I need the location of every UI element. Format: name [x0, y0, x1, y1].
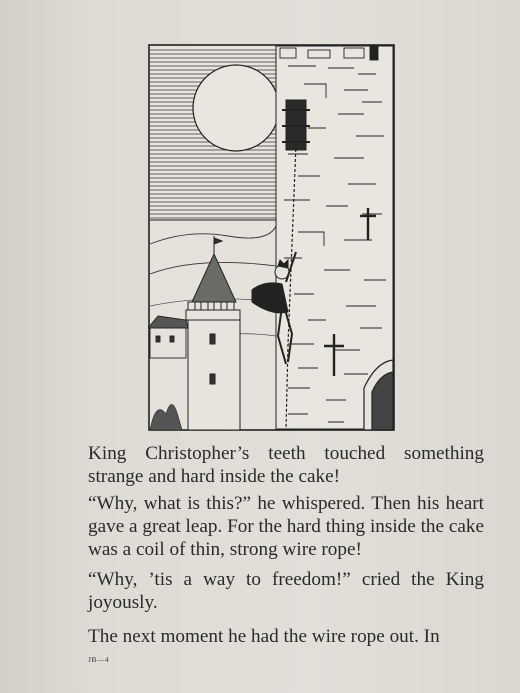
- tower-escape-illustration: [148, 44, 395, 431]
- signature-mark: JB—4: [88, 655, 110, 664]
- paragraph-3: “Why, ’tis a way to freedom!” cried the King joyously.: [88, 569, 484, 613]
- paragraph-1: King Christopher’s teeth touched something strange and hard inside the cake!: [88, 443, 484, 487]
- barred-window: [282, 100, 310, 150]
- moon: [193, 65, 279, 151]
- town-buildings: [148, 316, 188, 358]
- paragraph-2: “Why, what is this?” he whispered. Then his heart gave a great leap. For the hard thing inside the cake was a coil of thin, strong wire rope!: [88, 493, 484, 560]
- paragraph-4: The next moment he had the wire rope out. In: [88, 626, 440, 647]
